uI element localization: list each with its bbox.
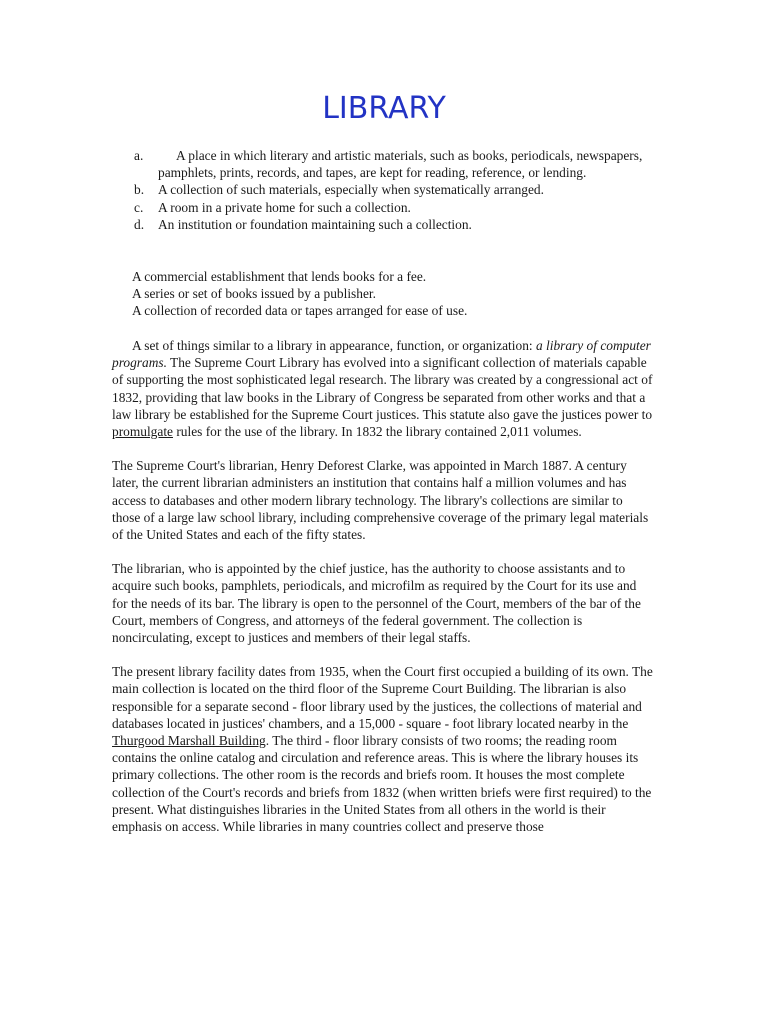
definition-item xyxy=(110,147,655,181)
thurgood-marshall-building-link[interactable]: Thurgood Marshall Building xyxy=(112,733,266,749)
paragraph-authority: The librarian, who is appointed by the chief justice, has the authority to choose assistants and to acquire such books, pamphlets, periodicals, and microfilm as required by the Court for its use and for the needs of its bar. The library is open to the personnel of the Court, members of the bar of the Court, members of Congress, and attorneys of the federal government. The collection is noncirculating, except to justices and members of their legal staffs. xyxy=(112,561,641,646)
definition-line: A commercial establishment that lends books for a fee. xyxy=(132,269,427,284)
definition-marker: d. xyxy=(134,216,145,232)
paragraph-librarian: The Supreme Court's librarian, Henry Deforest Clarke, was appointed in March 1887. A century later, the current librarian administers an institution that contains half a million volumes and has access to databases and other modern library technology. The library's collections are similar to those of a large law school library, including comprehensive coverage of the primary legal materials of the United States and each of the fifty states. xyxy=(112,458,649,543)
paragraph-history xyxy=(112,337,654,440)
paragraph-text: rules for the use of the library. In 1832 the library contained 2,011 volumes. xyxy=(172,424,582,440)
definition-item xyxy=(110,199,655,216)
definition-item xyxy=(110,216,655,233)
paragraph-text: The present library facility dates from 1935, when the Court first occupied a building of its own. The main collection is located on the third floor of the Supreme Court Building. The librarian is also responsible for a separate second - floor library used by the justices, the collections of material and databases located in justices' chambers, and a 15,000 - square - foot library located nearby in the xyxy=(112,664,653,731)
definition-marker: b. xyxy=(134,182,145,198)
definition-item xyxy=(110,181,655,198)
promulgate-link[interactable]: promulgate xyxy=(112,424,173,440)
definition-line: A collection of recorded data or tapes arranged for ease of use. xyxy=(132,303,468,319)
paragraph-facility xyxy=(112,663,654,835)
page-title: LIBRARY xyxy=(322,91,446,126)
definition-list xyxy=(110,147,655,233)
definition-text: A room in a private home for such a collection. xyxy=(158,199,411,215)
article-body xyxy=(112,337,654,852)
paragraph-text: The Supreme Court Library has evolved into a significant collection of materials capable of supporting the most sophisticated legal research. The library was created by a congressional act of 1832, providing that law books in the Library of Congress be separated from other works and that a law library be established for the Supreme Court justices. This statute also gave the justices power to xyxy=(112,355,653,422)
paragraph-text: A set of things similar to a library in appearance, function, or organization: xyxy=(132,338,536,353)
definition-text: An institution or foundation maintaining such a collection. xyxy=(158,216,472,232)
definition-marker: a. xyxy=(134,148,144,163)
definition-text: A place in which literary and artistic materials, such as books, periodicals, newspapers, pamphlets, prints, records, and tapes, are kept for reading, reference, or lending. xyxy=(158,148,643,181)
definition-line: A series or set of books issued by a publisher. xyxy=(132,286,376,302)
definition-marker: c. xyxy=(134,199,144,215)
paragraph-text: . The third - floor library consists of two rooms; the reading room contains the online catalog and circulation and reference areas. This is where the library houses its primary collections. The other room is the records and briefs room. It houses the most complete collection of the Court's records and briefs from 1832 (when written briefs were first required) to the present. What distinguishes libraries in the United States from all others in the world is their emphasis on access. While libraries in many countries collect and preserve those xyxy=(112,733,652,835)
example-phrase: a library of computer programs. xyxy=(112,338,651,371)
additional-definitions xyxy=(132,268,652,320)
definition-text: A collection of such materials, especially when systematically arranged. xyxy=(158,182,544,198)
